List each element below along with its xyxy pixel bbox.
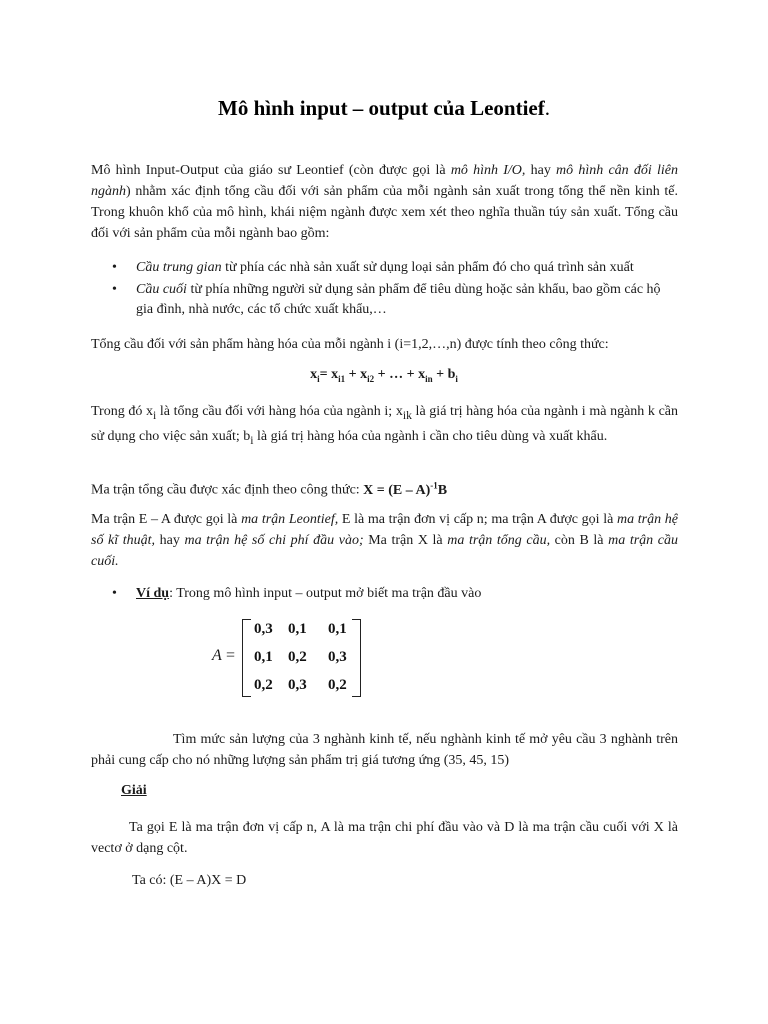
- matrix-formula-paragraph: Ma trận tổng cầu được xác định theo công thức: X = (E – A)$^{-1}$B: [91, 480, 448, 498]
- intro-text-1: Mô hình Input-Output của giáo sư Leontief (còn được gọi là: [91, 163, 451, 178]
- matrix-cell: 0,2: [254, 677, 273, 693]
- matrix-cell: 0,1: [254, 649, 273, 665]
- total-demand-paragraph: Tổng cầu đối với sản phẩm hàng hóa của mỗi ngành i (i=1,2,…,n) được tính theo công thức:: [91, 337, 609, 352]
- problem-statement: Tìm mức sản lượng của 3 nghành kinh tế, nếu nghành kinh tế mở yêu cầu 3 nghành trên phải cung cấp cho nó những lượng sản phẩm trị giá tương ứng (35, 45, 15): [91, 732, 678, 768]
- title-text: Mô hình input – output của Leontief: [218, 96, 545, 120]
- definitions-paragraph: Ma trận E – A được gọi là ma trận Leontief, E là ma trận đơn vị cấp n; ma trận A được gọi là ma trận hệ số kĩ thuật, hay ma trận hệ số chi phí đầu vào; Ma trận X là ma trận tổng cầu, còn B là ma trận cầu cuối.: [91, 512, 678, 569]
- bullet-term: Cầu trung gian: [136, 260, 222, 275]
- intro-text-3: ) nhằm xác định tổng cầu đối với sản phẩm của mỗi ngành sản xuất trong tổng thể nền kinh tế. Trong khuôn khổ của mô hình, khái niệm ngành được xem xét theo nghĩa thuần túy sản xuất. Tổng cầu đối với sản phẩm của mỗi ngành bao gồm:: [91, 184, 678, 241]
- matrix-cell: 0,1: [328, 621, 347, 637]
- formula-explanation: Trong đó $x_i$ là tổng cầu đối với hàng hóa của ngành i; $x_{ik}$ là giá trị hàng hóa của ngành i mà ngành k cần sử dụng cho việc sản xuất; $b_i$ là giá trị hàng hóa của ngành i cần cho tiêu dùng và xuất khẩu.: [91, 404, 678, 447]
- bullet-text: từ phía những người sử dụng sản phẩm để tiêu dùng hoặc sản khẩu, bao gồm các hộ gia đình, nhà nước, các tổ chức xuất khẩu,…: [136, 282, 661, 317]
- matrix-cell: 0,3: [254, 621, 273, 637]
- intro-term-io: mô hình I/O,: [450, 163, 526, 178]
- matrix-cell: 0,1: [288, 621, 307, 637]
- document-title: [0, 96, 768, 121]
- example-label: Ví dụ: [136, 586, 170, 601]
- solution-line-1: Ta gọi E là ma trận đơn vị cấp n, A là ma trận chi phí đầu vào và D là ma trận cầu cuối với X là vectơ ở dạng cột.: [91, 820, 678, 856]
- title-period: .: [544, 96, 550, 120]
- matrix-formula-eq: X = (E – A)$^{-1}$B: [363, 480, 448, 498]
- example-line: [112, 583, 481, 604]
- matrix-name: A: [212, 647, 222, 664]
- bullet-text: từ phía các nhà sản xuất sử dụng loại sản phẩm đó cho quá trình sản xuất: [221, 260, 634, 275]
- matrix-equals: =: [226, 647, 236, 664]
- matrix-cell: 0,2: [328, 677, 347, 693]
- solution-line-2: Ta có: (E – A)X = D: [132, 873, 247, 888]
- right-bracket: [352, 619, 361, 697]
- bullet-icon: •: [112, 260, 117, 275]
- demand-components-list: [112, 258, 678, 322]
- matrix-cell: 0,3: [328, 649, 347, 665]
- intro-term-balance: mô hình cân đối liên ngành: [91, 163, 678, 199]
- intro-paragraph: [91, 160, 678, 244]
- example-text: : Trong mô hình input – output mở biết ma trận đầu vào: [169, 586, 482, 601]
- solution-heading: Giải: [121, 783, 147, 798]
- total-demand-formula: $x_i= x_{i1} + x_{i2}$ + … + $x_{in} + b_i$: [310, 367, 458, 384]
- matrix-cell: 0,2: [288, 649, 307, 665]
- bullet-icon: •: [112, 282, 117, 297]
- list-item: [112, 258, 678, 278]
- list-item: [112, 280, 678, 320]
- bullet-icon: •: [112, 586, 117, 601]
- left-bracket: [242, 619, 251, 697]
- input-matrix: [212, 617, 372, 699]
- bullet-term: Cầu cuối: [136, 282, 187, 297]
- matrix-cell: 0,3: [288, 677, 307, 693]
- intro-text-2: hay: [525, 163, 557, 178]
